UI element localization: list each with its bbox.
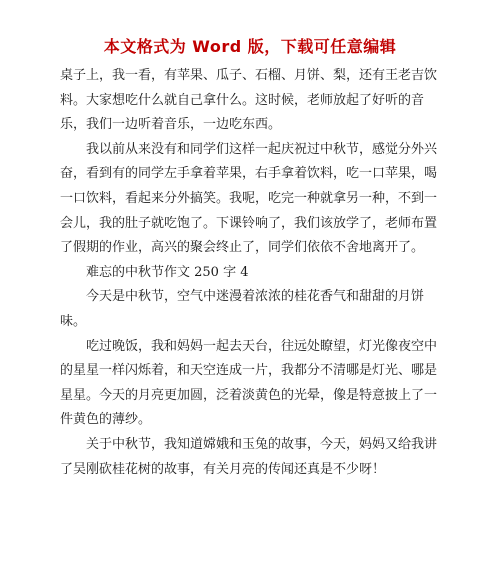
paragraph: 我以前从来没有和同学们这样一起庆祝过中秋节，感觉分外兴奋，看到有的同学左手拿着苹果，右手拿着饮料，吃一口苹果，喝一口饮料，看起来分外搞笑。我呢，吃完一种就拿另一种，不到一会儿，我的肚子就吃饱了。下课铃响了，我们该放学了，老师布置了假期的作业，高兴的聚会终止了，同学们依依不舍地离开了。: [60, 141, 438, 256]
paragraph: 吃过晚饭，我和妈妈一起去天台，往远处瞭望，灯光像夜空中的星星一样闪烁着，和天空连成一片，我都分不清哪是灯光、哪是星星。今天的月亮更加圆，泛着淡黄色的光晕，像是特意披上了一件黄色的薄纱。: [60, 338, 438, 428]
paragraph: 关于中秋节，我知道嫦娥和玉兔的故事，今天，妈妈又给我讲了吴刚砍桂花树的故事，有关月亮的传闻还真是不少呀！: [60, 436, 438, 477]
format-banner: 本文格式为 Word 版，下载可任意编辑: [103, 37, 397, 56]
paragraph: 今天是中秋节，空气中迷漫着浓浓的桂花香气和甜甜的月饼味。: [60, 289, 425, 329]
document-body: [60, 64, 445, 482]
paragraph-continuation: 桌子上，我一看，有苹果、瓜子、石榴、月饼、梨，还有王老吉饮料。大家想吃什么就自己拿什么。这时候，老师放起了好听的音乐，我们一边听着音乐，一边吃东西。: [60, 68, 438, 133]
essay-title: 难忘的中秋节作文 250 字 4: [86, 264, 249, 280]
